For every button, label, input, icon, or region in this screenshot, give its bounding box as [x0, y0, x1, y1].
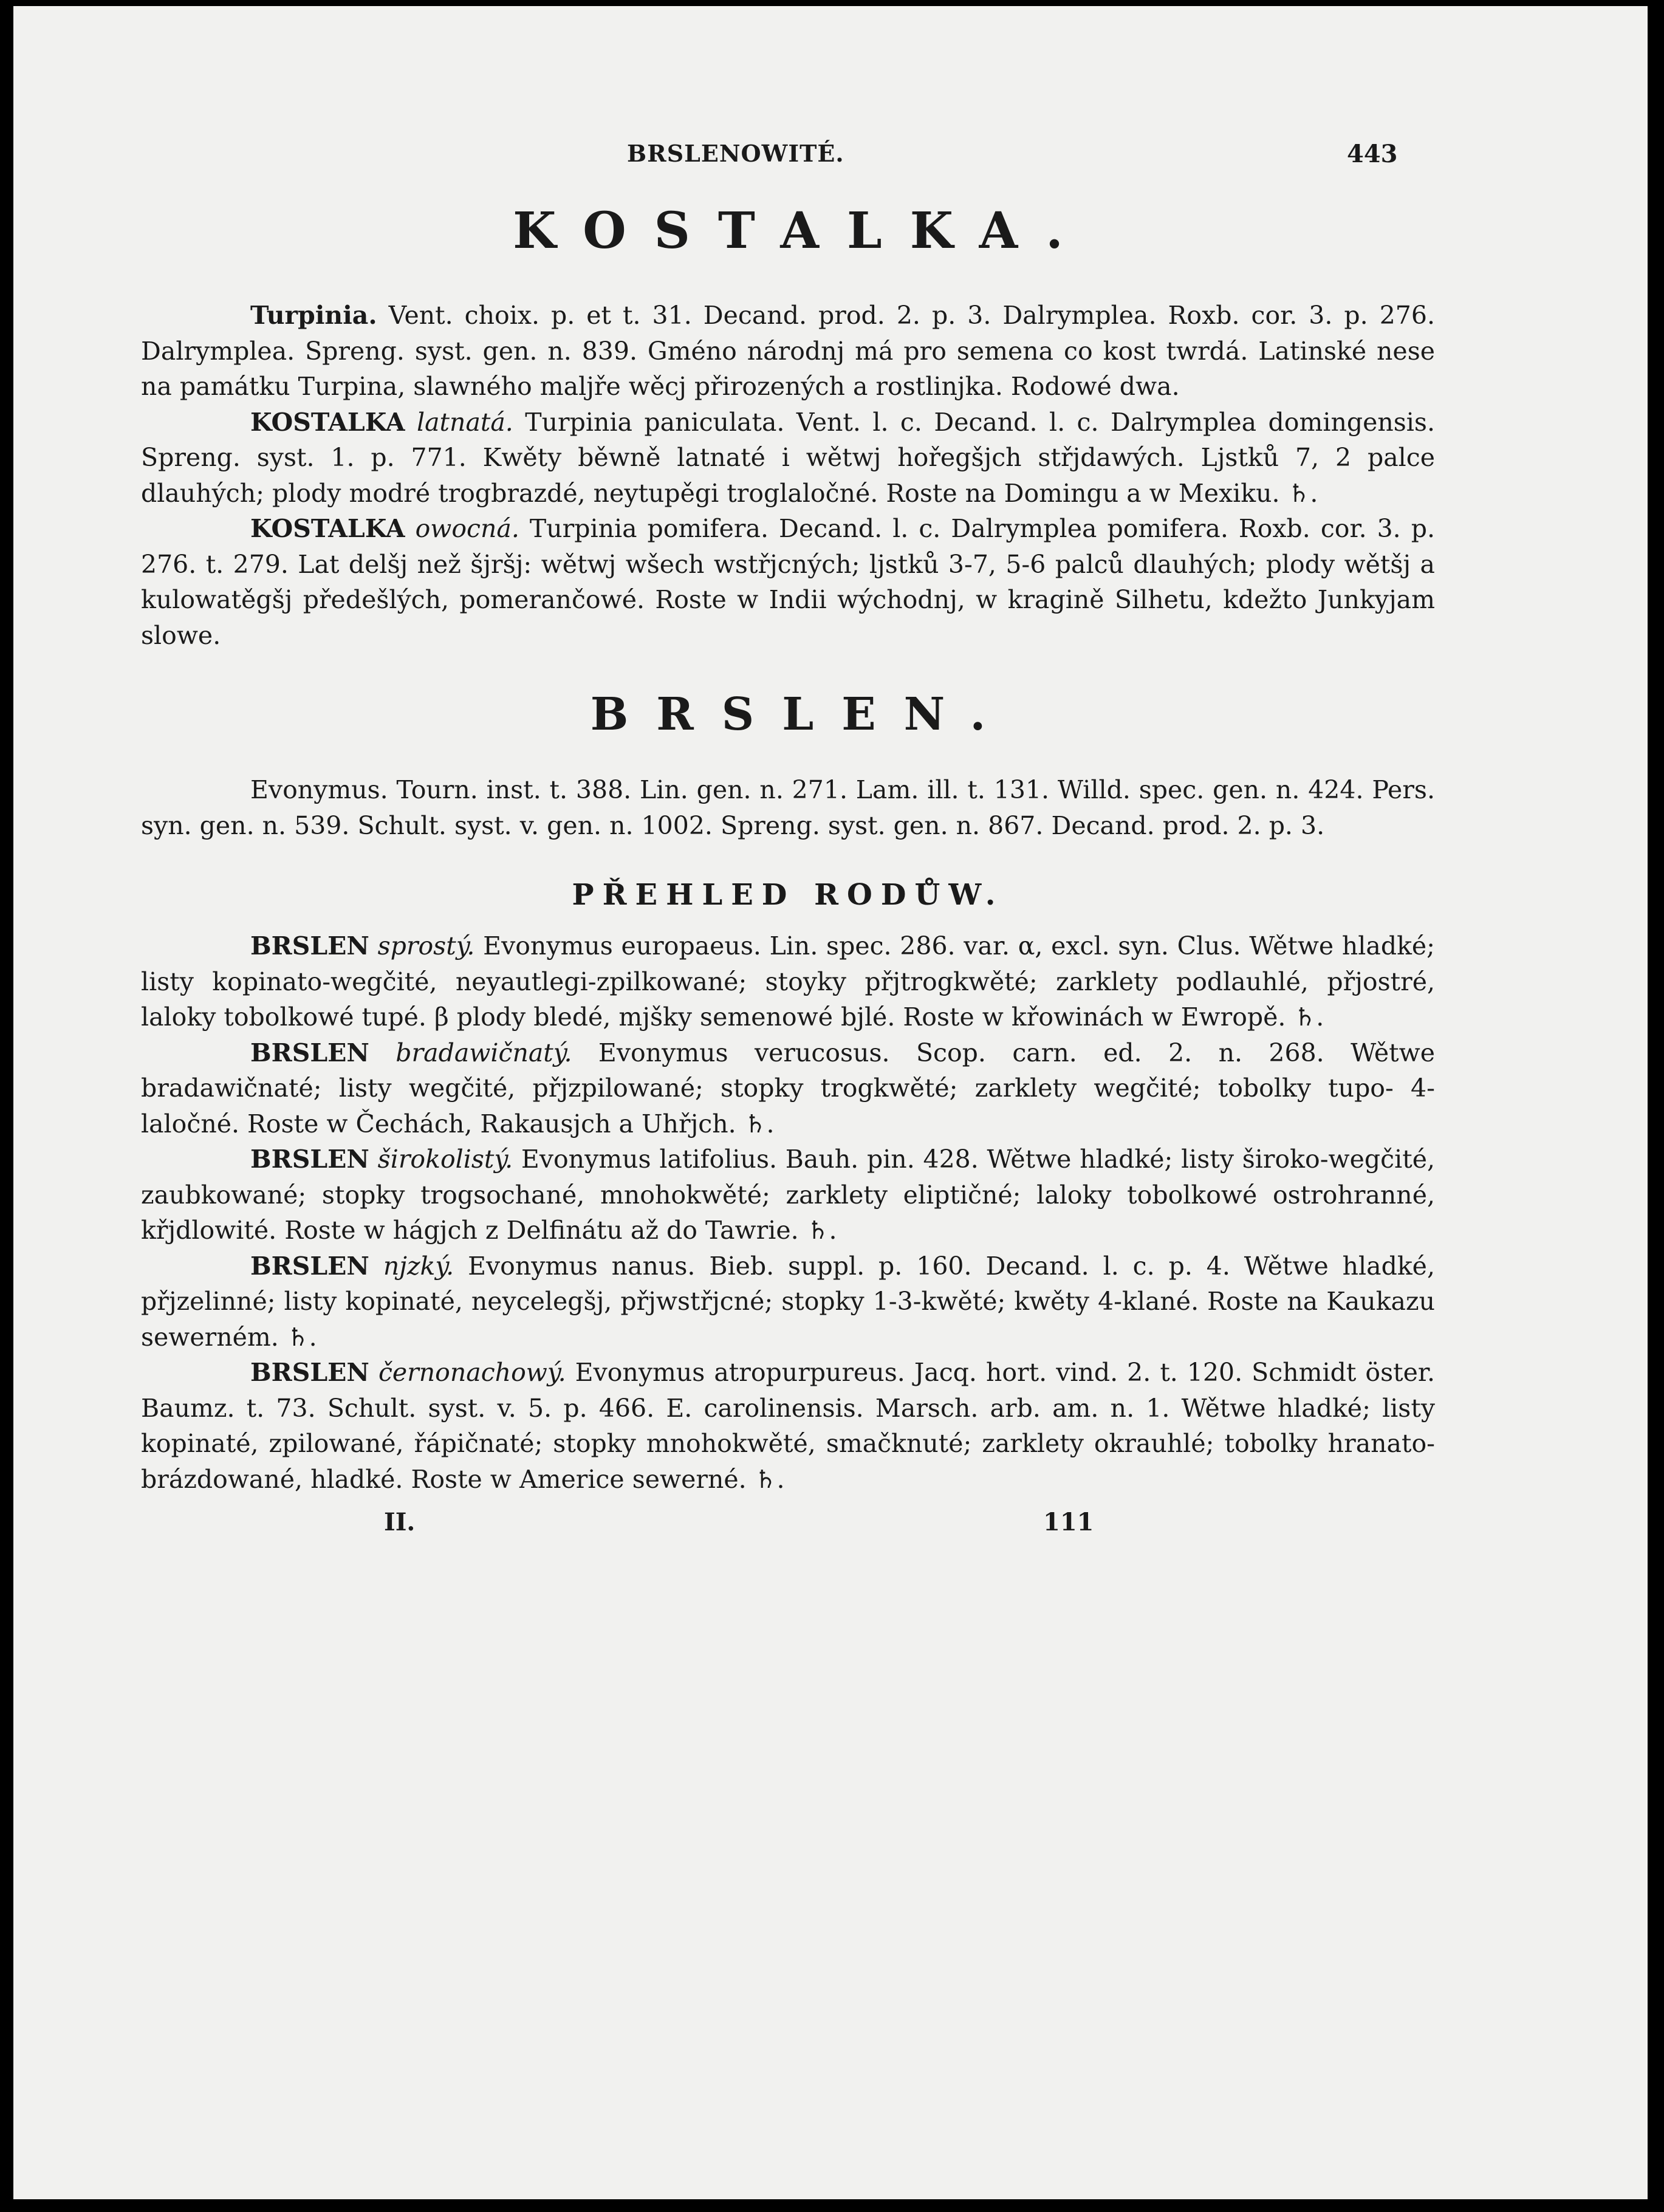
species-epithet: sprostý.: [377, 931, 475, 960]
genus-heading-brslen: BRSLEN.: [590, 688, 1014, 741]
species-text: Evonymus atropurpureus. Jacq. hort. vind. 2. t. 120. Schmidt öster. Baumz. t. 73. Schult. syst. v. 5. p. 466. E. carolinensis. Marsch. arb. am. n. 1. Wětwe hladké; listy kopinaté, zpilowané, řápičnaté; stopky mnohokwěté, smačknuté; zarklety okrauhlé; tobolky hranato-brázdowané, hladké. Roste w Americe sewerné. ♄.: [141, 1358, 1435, 1494]
species-entry: [141, 1355, 1435, 1497]
volume-mark: II.: [384, 1508, 416, 1536]
species-name: KOSTALKA: [250, 407, 405, 437]
species-name: BRSLEN: [250, 1145, 369, 1174]
book-page: [13, 6, 1648, 2199]
kostalka-intro-text: Vent. choix. p. et t. 31. Decand. prod. 2. p. 3. Dalrymplea. Roxb. cor. 3. p. 276. Dalrymplea. Spreng. syst. gen. n. 839. Gméno národnj má pro semena co kost twrdá. Latinské nese na památku Turpina, slawného maljře wěcj přirozených a rostlinjka. Rodowé dwa.: [141, 301, 1435, 401]
overview-heading: PŘEHLED RODŮW.: [572, 878, 1004, 912]
species-epithet: širokolistý.: [377, 1145, 513, 1174]
species-entry: [141, 1142, 1435, 1248]
species-text: Turpinia paniculata. Vent. l. c. Decand. l. c. Dalrymplea domingensis. Spreng. syst. 1. p. 771. Kwěty běwně latnaté i wětwj hořegšjch střjdawých. Ljstků 7, 2 palce dlauhých; plody modré trogbrazdé, neytupěgi troglaločné. Roste na Domingu a w Mexiku. ♄.: [141, 407, 1435, 508]
page-number: 443: [1347, 140, 1398, 168]
species-entry: [141, 928, 1435, 1035]
species-text: Evonymus verucosus. Scop. carn. ed. 2. n. 268. Wětwe bradawičnaté; listy wegčité, přjzpilowané; stopky trogkwěté; zarklety wegčité; tobolky tupo- 4-laločné. Roste w Čechách, Rakausjch a Uhřjch. ♄.: [141, 1038, 1435, 1139]
species-entry: [141, 1035, 1435, 1142]
genus-name: Turpinia.: [250, 301, 377, 330]
species-name: BRSLEN: [250, 1251, 369, 1281]
genus-heading-kostalka: KOSTALKA.: [513, 202, 1091, 260]
species-entry: [141, 405, 1435, 512]
species-epithet: černonachowý.: [378, 1358, 566, 1387]
species-entry: [141, 1248, 1435, 1355]
species-epithet: latnatá.: [417, 407, 513, 437]
species-name: BRSLEN: [250, 1038, 369, 1067]
signature-mark: 111: [1043, 1508, 1094, 1536]
running-title: BRSLENOWITÉ.: [627, 140, 844, 167]
species-epithet: owocná.: [415, 514, 519, 543]
species-text: Turpinia pomifera. Decand. l. c. Dalrymplea pomifera. Roxb. cor. 3. p. 276. t. 279. Lat delšj než šjršj: wětwj wšech wstřjcných; ljstků 3-7, 5-6 palců dlauhých; plody wětšj a kulowatěgšj předešlých, pomerančowé. Roste w Indii wýchodnj, w kragině Silhetu, kdežto Junkyjam slowe.: [141, 514, 1435, 650]
species-name: BRSLEN: [250, 1358, 369, 1387]
brslen-intro: Evonymus. Tourn. inst. t. 388. Lin. gen. n. 271. Lam. ill. t. 131. Willd. spec. gen. n. 424. Pers. syn. gen. n. 539. Schult. syst. v. gen. n. 1002. Spreng. syst. gen. n. 867. Decand. prod. 2. p. 3.: [141, 775, 1435, 840]
kostalka-intro: [141, 298, 1435, 405]
species-text: Evonymus nanus. Bieb. suppl. p. 160. Decand. l. c. p. 4. Wětwe hladké, přjzelinné; listy kopinaté, neycelegšj, přjwstřjcné; stopky 1-3-kwěté; kwěty 4-klané. Roste na Kaukazu sewerném. ♄.: [141, 1251, 1435, 1352]
species-epithet: bradawičnatý.: [395, 1038, 572, 1067]
species-epithet: njzký.: [383, 1251, 454, 1281]
page-content: [141, 200, 1435, 1544]
running-head: [13, 140, 1648, 176]
species-text: Evonymus latifolius. Bauh. pin. 428. Wětwe hladké; listy široko-wegčité, zaubkowané; stopky trogsochané, mnohokwěté; zarklety eliptičné; laloky tobolkowé ostrohranné, křjdlowité. Roste w hágjch z Delfinátu až do Tawrie. ♄.: [141, 1145, 1435, 1245]
species-entry: [141, 511, 1435, 653]
species-name: BRSLEN: [250, 931, 369, 960]
species-name: KOSTALKA: [250, 514, 405, 543]
species-text: Evonymus europaeus. Lin. spec. 286. var. α, excl. syn. Clus. Wětwe hladké; listy kopinato-wegčité, neyautlegi-zpilkowané; stoyky přjtrogkwěté; zarklety podlauhlé, přjostré, laloky tobolkowé tupé. β plody bledé, mjšky semenowé bjlé. Roste w křowinách w Ewropě. ♄.: [141, 931, 1435, 1032]
page-footer: [141, 1508, 1435, 1544]
